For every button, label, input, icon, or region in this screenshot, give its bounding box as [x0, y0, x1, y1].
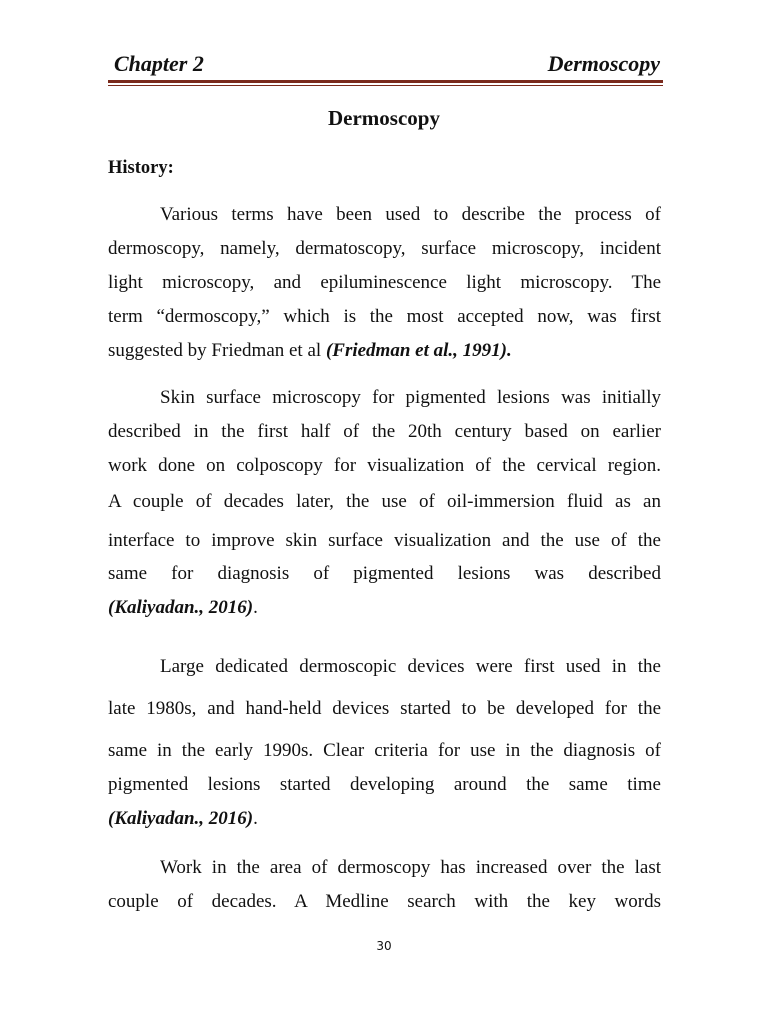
text-line: work done on colposcopy for visualization of the cervical region. [108, 455, 661, 476]
citation: (Friedman et al., 1991). [325, 340, 512, 361]
header-rule-thin [108, 85, 663, 86]
text-fragment: . [253, 808, 258, 829]
page-number: 30 [376, 939, 392, 953]
text-line: A couple of decades later, the use of oil-immersion fluid as an [108, 491, 661, 512]
text-line: Skin surface microscopy for pigmented lesions was initially [160, 387, 661, 408]
running-header [108, 49, 661, 81]
text-line: light microscopy, and epiluminescence light microscopy. The [108, 272, 661, 293]
paragraph-2 [108, 386, 661, 618]
text-line: Work in the area of dermoscopy has increased over the last [160, 857, 661, 878]
text-fragment: suggested by Friedman et al [108, 340, 326, 361]
text-line: pigmented lesions started developing around the same time [108, 774, 661, 795]
text-line: Various terms have been used to describe the process of [160, 204, 661, 225]
text-line-last [108, 596, 661, 620]
text-line: couple of decades. A Medline search with the key words [108, 891, 661, 912]
text-fragment: . [253, 597, 258, 618]
text-line: term “dermoscopy,” which is the most accepted now, was first [108, 306, 661, 327]
paragraph-1 [108, 203, 661, 361]
header-chapter: Chapter 2 [114, 51, 204, 76]
text-line: same for diagnosis of pigmented lesions was described [108, 563, 661, 584]
header-topic: Dermoscopy [547, 51, 660, 76]
text-line: same in the early 1990s. Clear criteria for use in the diagnosis of [108, 740, 661, 761]
header-rule-thick [108, 80, 663, 83]
text-line: dermoscopy, namely, dermatoscopy, surface microscopy, incident [108, 238, 661, 259]
text-line-last [108, 339, 661, 363]
text-line: interface to improve skin surface visualization and the use of the [108, 530, 661, 551]
paragraph-4 [108, 856, 661, 912]
paragraph-3 [108, 655, 661, 829]
text-line-last [108, 807, 661, 831]
citation: (Kaliyadan., 2016) [108, 597, 254, 618]
citation: (Kaliyadan., 2016) [108, 808, 254, 829]
section-heading: History: [108, 158, 174, 178]
text-line: described in the first half of the 20th century based on earlier [108, 421, 661, 442]
text-line: late 1980s, and hand-held devices started to be developed for the [108, 698, 661, 719]
text-line: Large dedicated dermoscopic devices were first used in the [160, 656, 661, 677]
page-title: Dermoscopy [328, 106, 440, 130]
